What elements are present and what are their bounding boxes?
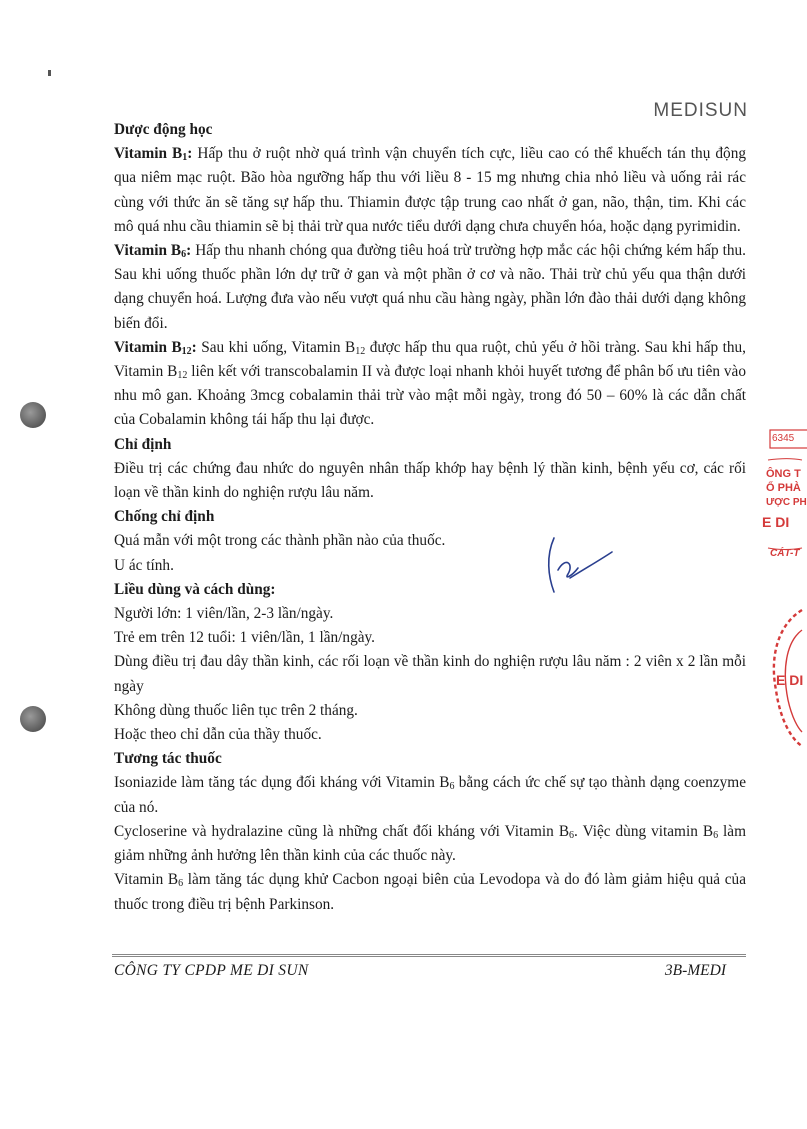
dosage-line: Dùng điều trị đau dây thần kinh, các rối loạn về thần kinh do nghiện rượu lâu năm : 2 viên x 2 lần mỗi ngày <box>114 653 746 695</box>
interaction-item: Cycloserine và hydralazine cũng là những chất đối kháng với Vitamin $B_6$. Việc dùng vitamin $B_6$ làm giảm những ảnh hưởng lên thần kinh của các thuốc này. <box>114 822 746 865</box>
dosage-line: Hoặc theo chỉ dẫn của thầy thuốc. <box>114 726 322 744</box>
section-heading-pharmacokinetics: Dược động học <box>114 121 213 138</box>
punch-hole <box>20 706 46 732</box>
dosage-line: Không dùng thuốc liên tục trên 2 tháng. <box>114 701 358 719</box>
signature-initials <box>540 532 615 597</box>
paragraph-b6: Vitamin $B_6$: Hấp thu nhanh chóng qua đường tiêu hoá trừ trường hợp mắc các hội chứng kém hấp thu. Sau khi uống thuốc phần lớn dự trữ ở gan và một phần ở cơ và não. Thải trừ chủ yếu qua thận dưới dạng chuyển hoá. Lượng đưa vào nếu vượt quá nhu cầu hàng ngày, phần lớn đào thải dưới dạng không biến đổi. <box>114 242 747 332</box>
stamp-text: 6345 <box>772 433 795 444</box>
stamp-text: CÁT-T <box>770 548 800 559</box>
section-heading-dosage: Liều dùng và cách dùng: <box>114 580 276 598</box>
paragraph-b1: Vitamin $B_1$: Hấp thu ở ruột nhờ quá trình vận chuyển tích cực, liều cao có thể khuếch tán thụ động qua niêm mạc ruột. Bão hòa ngưỡng hấp thu với liều 8 - 15 mg nhưng chia nhỏ liều và uống rải rác cùng với thức ăn sẽ tăng sự hấp thu. Thiamin được tập trung cao nhất ở gan, não, thận, tim. Khi các mô quá nhu cầu thiamin sẽ bị thải trừ qua nước tiểu dưới dạng chưa chuyển hóa, hoặc dạng pyrimidin. <box>114 145 747 235</box>
dosage-line: Người lớn: 1 viên/lần, 2-3 lần/ngày. <box>114 605 334 623</box>
footer-code: 3B-MEDI <box>664 962 726 979</box>
indications-text: Điều trị các chứng đau nhức do nguyên nhân thấp khớp hay bệnh lý thần kinh, bệnh yếu cơ, các rối loạn về thần kinh do nghiện rượu lâu năm. <box>114 459 746 502</box>
section-heading-contraindications: Chống chỉ định <box>114 508 215 526</box>
interaction-item: Vitamin $B_6$ làm tăng tác dụng khử Cacbon ngoại biên của Levodopa và do đó làm giảm hiệu quả của thuốc trong điều trị bệnh Parkinson. <box>114 871 746 913</box>
stamp-text: ƯỢC PH <box>766 497 807 508</box>
contraindication-line: U ác tính. <box>114 556 174 574</box>
main-content <box>114 118 746 917</box>
interaction-item: Isoniazide làm tăng tác dụng đối kháng với Vitamin $B_6$ bằng cách ức chế sự tạo thành dạng coenzyme của nó. <box>114 774 746 816</box>
stamp-text: Ổ PHÀ <box>766 482 801 494</box>
punch-hole <box>20 402 46 428</box>
contraindication-line: Quá mẫn với một trong các thành phần nào của thuốc. <box>114 532 446 550</box>
section-heading-indications: Chỉ định <box>114 435 172 453</box>
scan-speck <box>48 70 51 76</box>
stamp-text: E DI <box>762 514 790 530</box>
footer-divider <box>112 954 746 957</box>
dosage-line: Trẻ em trên 12 tuổi: 1 viên/lần, 1 lần/ngày. <box>114 629 375 647</box>
paragraph-b12: Vitamin $B_{12}$: Sau khi uống, Vitamin $B_{12}$ được hấp thu qua ruột, chủ yếu ở hồi tràng. Sau khi hấp thu, Vitamin $B_{12}$ liên kết với transcobalamin II và được loại nhanh khỏi huyết tương để phân bố ưu tiên vào nhu mô gan. Khoảng 3mcg cobalamin thải trừ vào mật mỗi ngày, trong đó 50 – 60% là các dẫn chất của Cobalamin không tái hấp thu lại được. <box>114 338 746 429</box>
footer-company: CÔNG TY CPDP ME DI SUN <box>114 962 309 979</box>
brand-logo: MEDISUN <box>653 100 748 121</box>
stamp-text: E DI <box>776 672 804 688</box>
section-heading-interactions: Tương tác thuốc <box>114 750 222 768</box>
stamp-text: ÔNG T <box>766 468 801 480</box>
